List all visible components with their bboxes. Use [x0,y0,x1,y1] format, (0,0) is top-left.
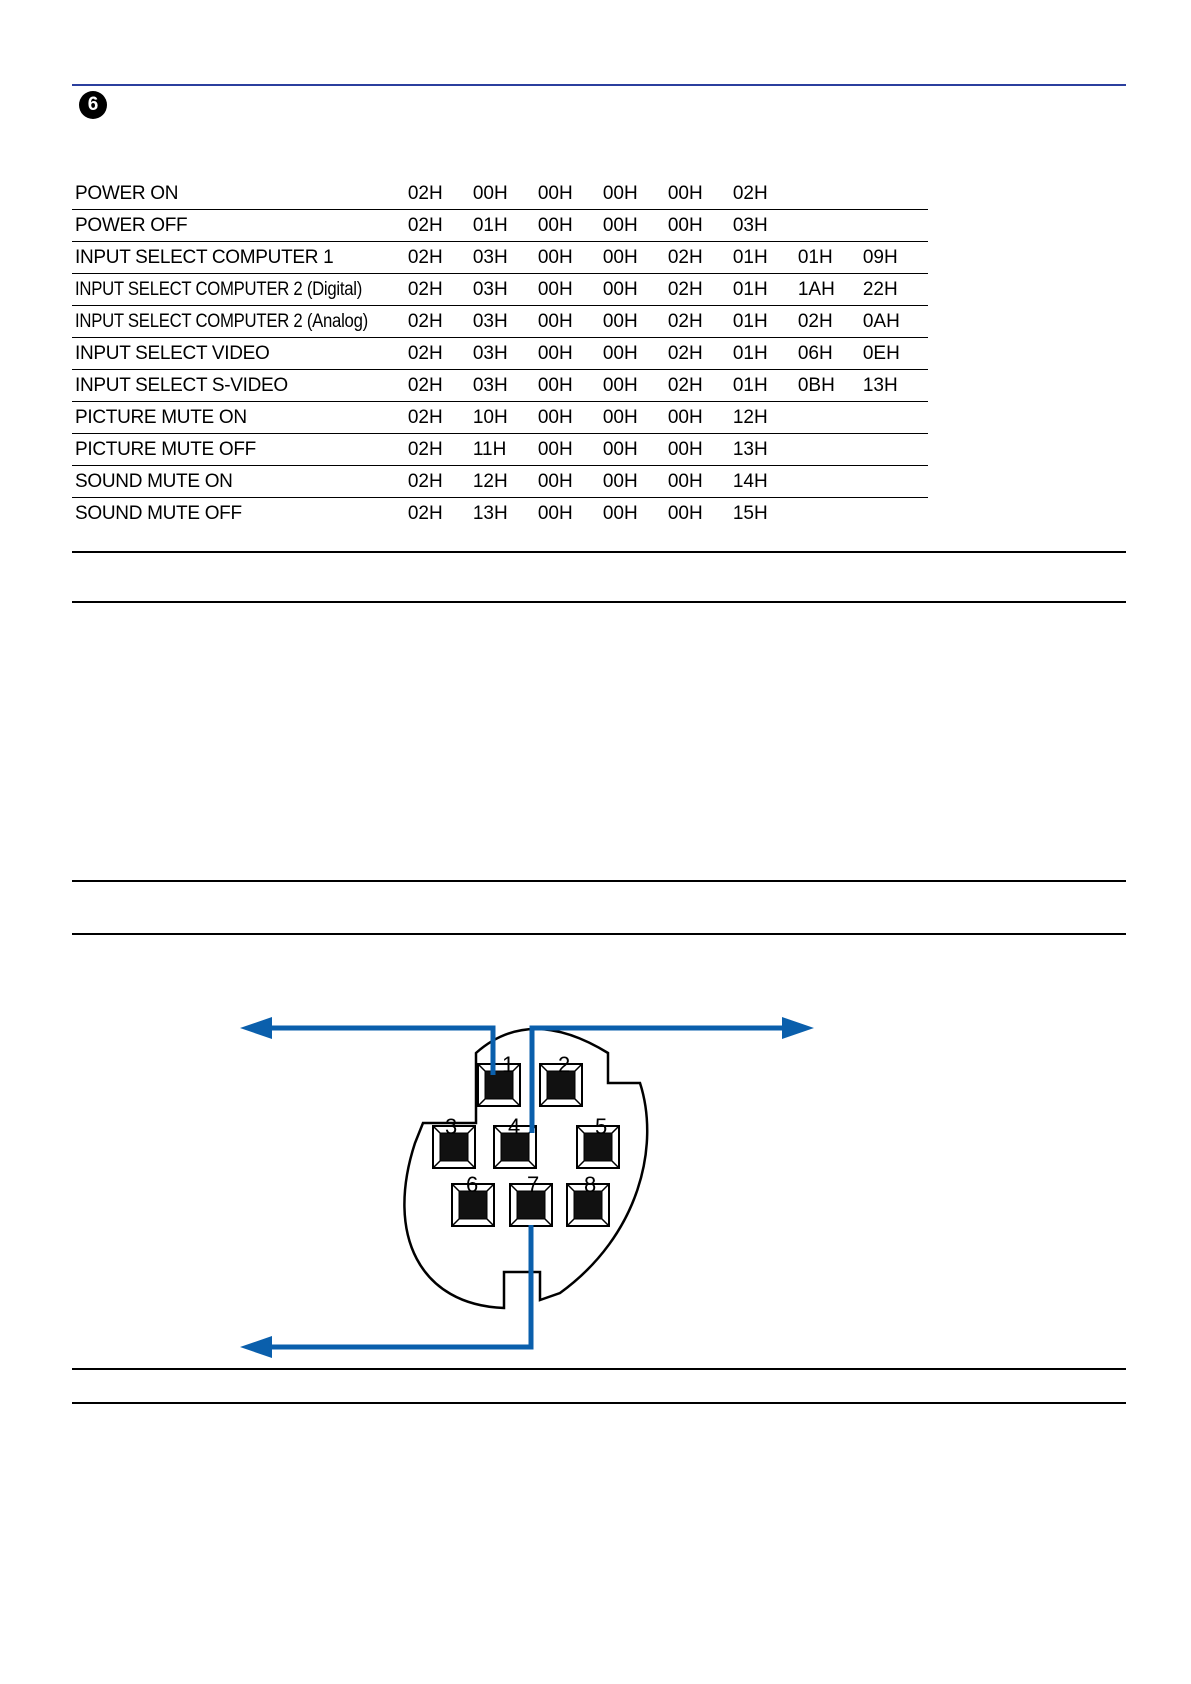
command-code-cell: 02H [408,274,473,306]
command-code-cell: 02H [668,242,733,274]
command-code-cell: 13H [472,502,508,524]
command-code-cell: 15H [732,502,768,524]
command-code-cell: 00H [538,338,603,370]
command-row [72,178,928,210]
command-code-cell [863,466,928,498]
command-name-text: INPUT SELECT COMPUTER 2 (Digital) [75,278,363,300]
command-code-cell: 0EH [863,338,928,370]
command-code-cell: 03H [473,242,538,274]
command-row [72,434,928,466]
command-row [72,242,928,274]
command-code-cell: 00H [603,402,668,434]
command-code-cell: 01H [733,370,798,402]
command-code-cell: 03H [473,274,538,306]
command-code-cell: 03H [473,370,538,402]
mini-din-connector-diagram [240,995,840,1365]
command-code-cell: 02H [798,306,863,338]
command-row [72,338,928,370]
command-row [72,210,928,242]
command-code-cell: 02H [408,306,473,338]
command-code-cell: 00H [538,178,603,210]
pin-number-label: 7 [527,1172,540,1197]
left-arrow-top [240,1017,272,1039]
command-code-cell: 00H [603,466,668,498]
command-code-cell: 00H [538,306,603,338]
command-name: PICTURE MUTE OFF [72,434,408,466]
left-arrow-bottom [240,1336,272,1358]
command-code-cell: 09H [863,242,928,274]
command-code-cell: 01H [733,242,798,274]
command-code-cell: 02H [733,178,798,210]
command-name: PICTURE MUTE ON [72,402,408,434]
command-code-cell: 02H [408,210,473,242]
command-code-cell: 02H [408,242,473,274]
command-code-cell: 01H [733,306,798,338]
command-code-cell: 02H [668,274,733,306]
command-code-cell [863,178,928,210]
pin-number-label: 4 [508,1114,521,1139]
command-code-cell: 00H [603,178,668,210]
command-code-cell: 00H [603,338,668,370]
command-code-cell [798,434,863,466]
command-code-cell: 02H [408,466,473,498]
command-code-cell: 00H [667,502,703,524]
command-code-cell: 12H [473,466,538,498]
section-rule-6 [72,1402,1126,1404]
command-code-cell: 00H [602,502,638,524]
command-code-cell: 02H [408,402,473,434]
command-code-cell: 1AH [798,274,863,306]
command-code-cell: 00H [538,242,603,274]
command-code-cell: 00H [538,210,603,242]
section-rule-1 [72,551,1126,553]
command-code-cell: 00H [668,434,733,466]
right-arrow-top [782,1017,814,1039]
command-code-cell: 06H [798,338,863,370]
command-code-cell: 00H [538,434,603,466]
command-row [72,498,928,530]
command-code-cell: 03H [733,210,798,242]
command-code-cell: 00H [603,370,668,402]
command-code-cell [863,498,928,530]
command-code-cell: 00H [538,466,603,498]
command-row [72,466,928,498]
command-code-cell: 00H [603,242,668,274]
command-code-cell: 00H [668,210,733,242]
command-code-cell: 00H [603,434,668,466]
command-code-cell: 00H [603,306,668,338]
command-code-cell: 00H [668,402,733,434]
command-code-cell: 01H [733,338,798,370]
pin-number-label: 2 [558,1052,571,1077]
command-code-cell: 03H [473,338,538,370]
command-code-cell: 02H [408,434,473,466]
command-name: INPUT SELECT S-VIDEO [72,370,408,402]
command-row [72,402,928,434]
command-code-cell: 01H [473,210,538,242]
command-code-cell: 14H [733,466,798,498]
command-code-cell [798,466,863,498]
command-code-cell: 00H [603,274,668,306]
pin-number-label: 8 [584,1172,597,1197]
command-code-cell: 02H [668,306,733,338]
command-row [72,274,928,306]
command-code-cell: 01H [733,274,798,306]
pin1-signal-line [260,1028,493,1075]
command-code-cell [798,178,863,210]
command-code-cell: 00H [603,210,668,242]
command-code-cell: 02H [668,370,733,402]
command-code-cell [798,210,863,242]
pin-number-label: 6 [466,1172,479,1197]
section-number-badge: 6 [79,91,107,119]
pin-number-label: 5 [595,1114,608,1139]
command-code-cell: 0AH [863,306,928,338]
command-name-text: INPUT SELECT COMPUTER 2 (Analog) [75,310,368,332]
command-code-cell: 11H [473,434,538,466]
command-code-cell: 02H [408,370,473,402]
command-code-cell [863,434,928,466]
top-rule [72,84,1126,86]
command-code-cell [798,402,863,434]
command-name: SOUND MUTE OFF [75,502,242,524]
command-code-cell: 00H [668,178,733,210]
section-rule-5 [72,1368,1126,1370]
command-code-cell [863,402,928,434]
pin-number-label: 3 [445,1114,458,1139]
command-code-cell: 10H [473,402,538,434]
command-code-cell: 02H [668,338,733,370]
command-name: POWER ON [72,178,408,210]
command-name: INPUT SELECT VIDEO [72,338,408,370]
command-name [72,274,408,306]
command-code-cell: 00H [537,502,573,524]
command-code-cell: 00H [668,466,733,498]
command-code-cell: 00H [538,370,603,402]
command-code-cell [798,498,863,530]
command-code-cell [863,210,928,242]
command-row [72,306,928,338]
command-code-cell: 02H [408,338,473,370]
command-table [72,178,928,529]
command-code-cell: 01H [798,242,863,274]
section-rule-3 [72,880,1126,882]
command-name: SOUND MUTE ON [72,466,408,498]
command-name: INPUT SELECT COMPUTER 1 [72,242,408,274]
command-code-cell: 02H [408,178,473,210]
command-code-cell: 02H [407,502,443,524]
command-code-cell: 00H [538,402,603,434]
command-code-cell: 0BH [798,370,863,402]
command-code-cell: 00H [538,274,603,306]
section-rule-4 [72,933,1126,935]
pin-number-label: 1 [502,1052,515,1077]
command-code-cell: 00H [473,178,538,210]
command-name: POWER OFF [72,210,408,242]
command-code-cell: 13H [863,370,928,402]
command-code-cell: 03H [473,306,538,338]
command-row [72,370,928,402]
section-rule-2 [72,601,1126,603]
command-code-cell: 22H [863,274,928,306]
command-name [72,306,408,338]
command-code-cell: 12H [733,402,798,434]
command-code-cell: 13H [733,434,798,466]
